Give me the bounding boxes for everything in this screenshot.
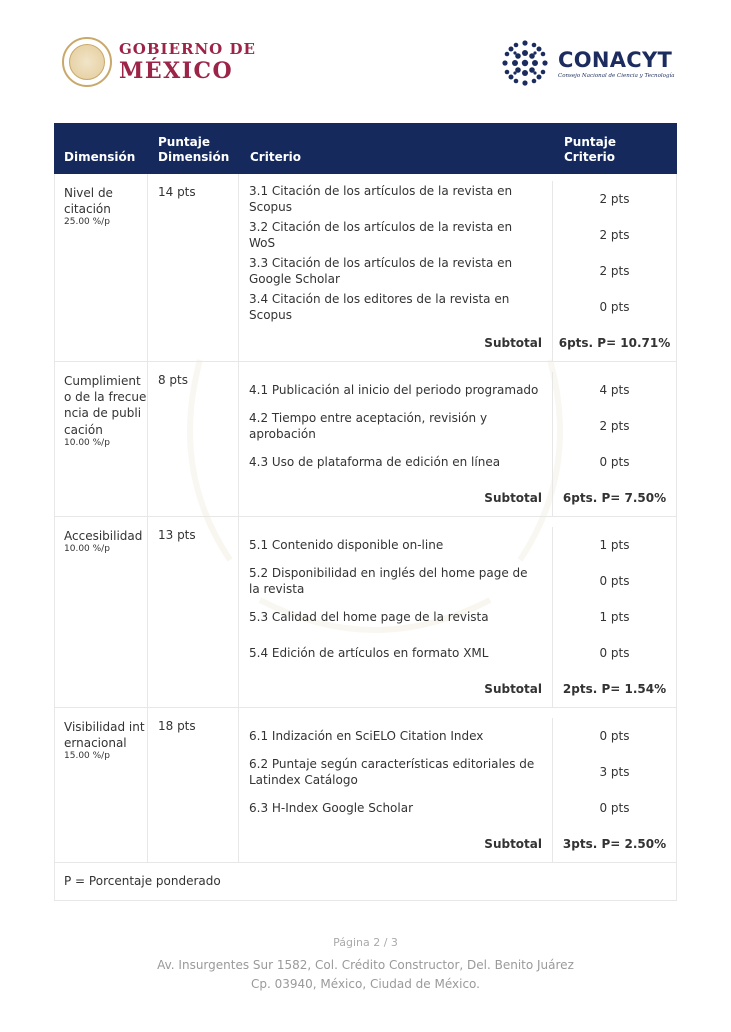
table-row bbox=[54, 708, 677, 863]
header-criterio: Criterio bbox=[250, 149, 301, 164]
criterion-row bbox=[239, 217, 676, 253]
dimension-points: 8 pts bbox=[148, 362, 239, 516]
criterion-row bbox=[239, 372, 676, 408]
criterion-label: 6.2 Puntaje según características editoriales de Latindex Catálogo bbox=[239, 754, 553, 790]
criterion-row bbox=[239, 527, 676, 563]
header-puntaje-dimension: Puntaje Dimensión bbox=[158, 135, 230, 164]
gobierno-text: GOBIERNO DE bbox=[119, 40, 256, 58]
conacyt-logo bbox=[498, 36, 675, 90]
table-row bbox=[54, 174, 677, 362]
criterion-score: 4 pts bbox=[599, 383, 630, 397]
conacyt-subtitle: Consejo Nacional de Ciencia y Tecnología bbox=[558, 72, 675, 79]
header-puntaje-criterio: Puntaje Criterio bbox=[564, 135, 616, 164]
subtotal-row bbox=[239, 325, 676, 361]
table-footnote: P = Porcentaje ponderado bbox=[54, 863, 677, 901]
criterion-label: 4.1 Publicación al inicio del periodo programado bbox=[239, 372, 553, 408]
criterion-label: 5.2 Disponibilidad en inglés del home page de la revista bbox=[239, 563, 553, 599]
criterion-label: 6.3 H-Index Google Scholar bbox=[239, 790, 553, 826]
subtotal-value: 2pts. P= 1.54% bbox=[562, 682, 667, 696]
dimension-points: 18 pts bbox=[148, 708, 239, 862]
criterion-row bbox=[239, 181, 676, 217]
criterion-label: 3.2 Citación de los artículos de la revista en WoS bbox=[239, 217, 553, 253]
criterion-score: 1 pts bbox=[599, 610, 630, 624]
criterion-label: 3.4 Citación de los editores de la revista en Scopus bbox=[239, 289, 553, 325]
criterion-score: 2 pts bbox=[599, 228, 630, 242]
dimension-percent: 25.00 %/p bbox=[64, 217, 110, 228]
criterion-row bbox=[239, 718, 676, 754]
conacyt-dots-icon bbox=[498, 36, 552, 90]
subtotal-label: Subtotal bbox=[239, 671, 553, 707]
criterion-row bbox=[239, 289, 676, 325]
criterion-row bbox=[239, 408, 676, 444]
subtotal-row bbox=[239, 671, 676, 707]
gobierno-de-mexico-logo bbox=[62, 36, 256, 88]
criterion-row bbox=[239, 253, 676, 289]
table-header bbox=[54, 123, 677, 174]
criterion-score: 3 pts bbox=[599, 765, 630, 779]
address-line-2: Cp. 03940, México, Ciudad de México. bbox=[251, 977, 480, 991]
page-number: Página 2 / 3 bbox=[333, 936, 398, 949]
criterion-label: 5.3 Calidad del home page de la revista bbox=[239, 599, 553, 635]
criterion-row bbox=[239, 635, 676, 671]
subtotal-value: 6pts. P= 7.50% bbox=[562, 491, 667, 505]
criterion-row bbox=[239, 599, 676, 635]
criterion-label: 5.4 Edición de artículos en formato XML bbox=[239, 635, 553, 671]
criterion-row bbox=[239, 790, 676, 826]
criterion-label: 3.1 Citación de los artículos de la revista en Scopus bbox=[239, 181, 553, 217]
subtotal-label: Subtotal bbox=[239, 480, 553, 516]
conacyt-name: CONACYT bbox=[558, 47, 673, 72]
criterion-row bbox=[239, 563, 676, 599]
criterion-score: 0 pts bbox=[599, 729, 630, 743]
criterion-row bbox=[239, 444, 676, 480]
dimension-name: Nivel de citación bbox=[64, 186, 113, 217]
criterion-score: 0 pts bbox=[599, 646, 630, 660]
criterion-score: 0 pts bbox=[599, 300, 630, 314]
subtotal-label: Subtotal bbox=[239, 325, 553, 361]
subtotal-value: 3pts. P= 2.50% bbox=[562, 837, 667, 851]
criterion-label: 4.3 Uso de plataforma de edición en línea bbox=[239, 444, 553, 480]
criterion-row bbox=[239, 754, 676, 790]
dimension-name: Cumplimiento de la frecuencia de publicación bbox=[64, 374, 147, 437]
address-line-1: Av. Insurgentes Sur 1582, Col. Crédito Constructor, Del. Benito Juárez bbox=[157, 958, 574, 972]
criterion-score: 0 pts bbox=[599, 574, 630, 588]
subtotal-value: 6pts. P= 10.71% bbox=[558, 336, 671, 350]
table-row bbox=[54, 362, 677, 517]
subtotal-row bbox=[239, 826, 676, 862]
criterion-score: 0 pts bbox=[599, 455, 630, 469]
footer-address bbox=[0, 956, 731, 994]
subtotal-label: Subtotal bbox=[239, 826, 553, 862]
criterion-score: 1 pts bbox=[599, 538, 630, 552]
dimension-percent: 10.00 %/p bbox=[64, 544, 110, 555]
criterion-label: 3.3 Citación de los artículos de la revista en Google Scholar bbox=[239, 253, 553, 289]
criterion-label: 5.1 Contenido disponible on-line bbox=[239, 527, 553, 563]
criterion-label: 6.1 Indización en SciELO Citation Index bbox=[239, 718, 553, 754]
dimension-name: Visibilidad internacional bbox=[64, 720, 145, 751]
dimension-percent: 10.00 %/p bbox=[64, 437, 110, 448]
dimension-percent: 15.00 %/p bbox=[64, 751, 110, 762]
dimension-points: 13 pts bbox=[148, 517, 239, 707]
criterion-label: 4.2 Tiempo entre aceptación, revisión y aprobación bbox=[239, 408, 553, 444]
mexico-text: MÉXICO bbox=[119, 58, 234, 84]
subtotal-row bbox=[239, 480, 676, 516]
mexico-seal-icon bbox=[62, 37, 112, 87]
criterion-score: 2 pts bbox=[599, 264, 630, 278]
evaluation-table bbox=[54, 123, 677, 901]
table-row bbox=[54, 517, 677, 708]
criterion-score: 2 pts bbox=[599, 419, 630, 433]
criterion-score: 2 pts bbox=[599, 192, 630, 206]
header-dimension: Dimensión bbox=[64, 149, 136, 164]
dimension-points: 14 pts bbox=[148, 174, 239, 361]
dimension-name: Accesibilidad bbox=[64, 529, 143, 543]
criterion-score: 0 pts bbox=[599, 801, 630, 815]
